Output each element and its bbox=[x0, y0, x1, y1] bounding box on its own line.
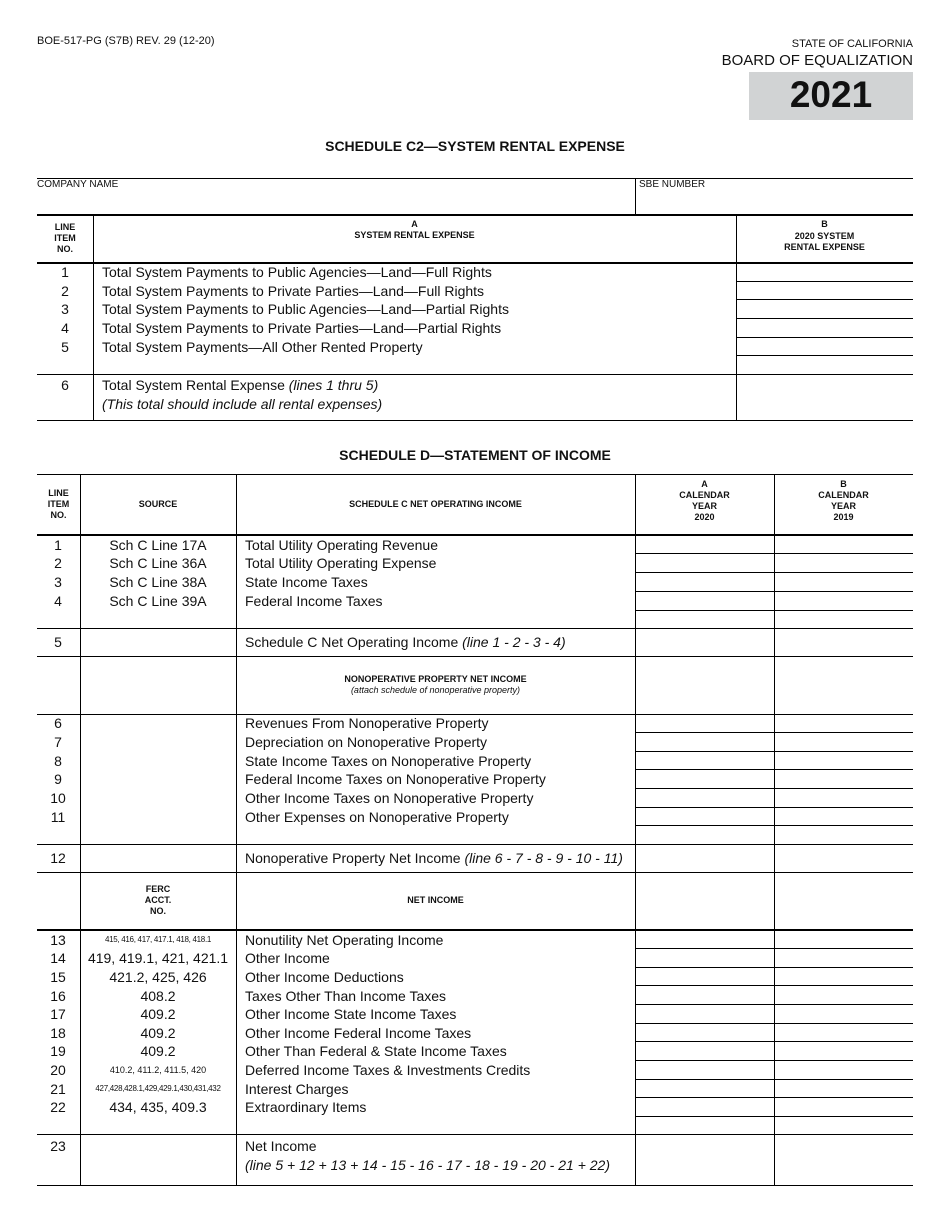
divider bbox=[37, 474, 913, 475]
divider bbox=[37, 844, 913, 845]
divider bbox=[93, 214, 94, 420]
source-cell: 408.2 bbox=[140, 988, 176, 1004]
line-number: 6 bbox=[54, 715, 62, 731]
company-name-field[interactable] bbox=[37, 190, 635, 212]
line-number: 20 bbox=[50, 1062, 66, 1078]
line-5-input-a[interactable] bbox=[636, 630, 773, 655]
d-col-source-header: SOURCE bbox=[138, 499, 178, 509]
line-number: 2 bbox=[54, 555, 62, 571]
company-name-label: COMPANY NAME bbox=[37, 179, 119, 190]
row-description: Total System Payments to Private Parties—Land—Partial Rights bbox=[102, 320, 502, 336]
line-number: 3 bbox=[61, 301, 69, 317]
divider bbox=[37, 872, 913, 873]
row-description: Other Income bbox=[245, 950, 330, 966]
row-description: Nonutility Net Operating Income bbox=[245, 932, 444, 948]
c2-col-b-input[interactable] bbox=[737, 263, 912, 356]
line-number: 9 bbox=[54, 771, 62, 787]
d-col-b-header: B CALENDAR YEAR 2019 bbox=[818, 479, 869, 522]
c2-total-text: Total System Rental Expense bbox=[102, 377, 289, 393]
line-number: 13 bbox=[50, 932, 66, 948]
nonop-subheader: (attach schedule of nonoperative property) bbox=[350, 685, 521, 695]
d-col-a-input-group-3[interactable] bbox=[636, 931, 773, 1117]
line-12-text-italic: (line 6 - 7 - 8 - 9 - 10 - 11) bbox=[464, 850, 623, 866]
line-12-text: Nonoperative Property Net Income bbox=[245, 850, 465, 866]
row-description: Total System Payments to Public Agencies—Land—Full Rights bbox=[102, 264, 492, 280]
d-col-a-header: A CALENDAR YEAR 2020 bbox=[679, 479, 730, 522]
line-number: 2 bbox=[61, 283, 69, 299]
line-12-number: 12 bbox=[50, 850, 66, 866]
line-number: 14 bbox=[50, 950, 66, 966]
line-number: 4 bbox=[54, 593, 62, 609]
sbe-number-label: SBE NUMBER bbox=[639, 179, 706, 190]
line-5-text-italic: (line 1 - 2 - 3 - 4) bbox=[462, 634, 566, 650]
line-number: 7 bbox=[54, 734, 62, 750]
line-number: 4 bbox=[61, 320, 69, 336]
line-number: 21 bbox=[50, 1081, 66, 1097]
row-description: Total Utility Operating Revenue bbox=[245, 537, 438, 553]
line-23-input-b[interactable] bbox=[775, 1136, 912, 1184]
line-number: 22 bbox=[50, 1099, 66, 1115]
line-number: 3 bbox=[54, 574, 62, 590]
d-col-a-input-group-1[interactable] bbox=[636, 536, 773, 611]
divider bbox=[37, 374, 913, 375]
source-cell: 409.2 bbox=[140, 1025, 176, 1041]
d-col-desc-header: SCHEDULE C NET OPERATING INCOME bbox=[349, 499, 522, 509]
source-cell: Sch C Line 36A bbox=[109, 555, 207, 571]
row-description: State Income Taxes on Nonoperative Property bbox=[245, 753, 532, 769]
c2-total-input[interactable] bbox=[737, 376, 912, 418]
row-description: Deferred Income Taxes & Investments Credits bbox=[245, 1062, 531, 1078]
row-description: Total Utility Operating Expense bbox=[245, 555, 437, 571]
row-description: Revenues From Nonoperative Property bbox=[245, 715, 489, 731]
line-12-description bbox=[245, 849, 623, 867]
line-number: 1 bbox=[54, 537, 62, 553]
divider bbox=[37, 1134, 913, 1135]
divider bbox=[635, 178, 636, 214]
line-5-input-b[interactable] bbox=[775, 630, 912, 655]
source-cell: 419, 419.1, 421, 421.1 bbox=[87, 950, 229, 966]
source-cell: 409.2 bbox=[140, 1043, 176, 1059]
line-number: 18 bbox=[50, 1025, 66, 1041]
source-cell: Sch C Line 17A bbox=[109, 537, 207, 553]
year-label: 2021 bbox=[789, 74, 873, 115]
line-number: 11 bbox=[50, 809, 66, 825]
table-top-border bbox=[37, 214, 913, 216]
line-number: 19 bbox=[50, 1043, 66, 1059]
divider bbox=[37, 1185, 913, 1186]
divider bbox=[37, 656, 913, 657]
d-col-line-header: LINE ITEM NO. bbox=[47, 488, 70, 520]
board-label: BOARD OF EQUALIZATION bbox=[721, 52, 913, 69]
c2-col-b-letter: B bbox=[821, 219, 828, 229]
line-number: 15 bbox=[50, 969, 66, 985]
line-23-input-a[interactable] bbox=[636, 1136, 773, 1184]
row-description: Other Income Deductions bbox=[245, 969, 404, 985]
line-number: 16 bbox=[50, 988, 66, 1004]
row-description: Other Than Federal & State Income Taxes bbox=[245, 1043, 507, 1059]
sbe-number-field[interactable] bbox=[639, 190, 913, 212]
line-12-input-a[interactable] bbox=[636, 846, 773, 871]
nonop-header: NONOPERATIVE PROPERTY NET INCOME bbox=[344, 674, 527, 684]
row-description: Other Expenses on Nonoperative Property bbox=[245, 809, 509, 825]
net-income-header: NET INCOME bbox=[407, 895, 464, 905]
line-5-number: 5 bbox=[54, 634, 62, 650]
source-cell: 415, 416, 417, 417.1, 418, 418.1 bbox=[104, 935, 212, 944]
row-description: Extraordinary Items bbox=[245, 1099, 367, 1115]
form-id: BOE-517-PG (S7B) REV. 29 (12-20) bbox=[37, 35, 215, 47]
source-cell: 410.2, 411.2, 411.5, 420 bbox=[109, 1065, 207, 1075]
row-description: Federal Income Taxes on Nonoperative Property bbox=[245, 771, 546, 787]
line-23-formula: (line 5 + 12 + 13 + 14 - 15 - 16 - 17 - 18 - 19 - 20 - 21 + 22) bbox=[245, 1157, 610, 1173]
source-cell: 427,428,428.1,429,429.1,430,431,432 bbox=[95, 1084, 221, 1093]
c2-total-text-italic: (lines 1 thru 5) bbox=[288, 377, 379, 393]
line-number: 1 bbox=[61, 264, 69, 280]
c2-col-b-header: 2020 SYSTEM RENTAL EXPENSE bbox=[784, 231, 865, 252]
schedule-c2-title: SCHEDULE C2—SYSTEM RENTAL EXPENSE bbox=[325, 138, 625, 154]
line-23-description: Net Income bbox=[245, 1138, 317, 1154]
state-label: STATE OF CALIFORNIA bbox=[791, 38, 913, 50]
line-number: 5 bbox=[61, 339, 69, 355]
ferc-header: FERC ACCT. NO. bbox=[144, 884, 172, 916]
row-description: Total System Payments—All Other Rented Property bbox=[102, 339, 423, 355]
divider bbox=[236, 474, 237, 1185]
row-description: Taxes Other Than Income Taxes bbox=[245, 988, 447, 1004]
divider bbox=[37, 420, 913, 421]
source-cell: 409.2 bbox=[140, 1006, 176, 1022]
row-description: Other Income Federal Income Taxes bbox=[245, 1025, 472, 1041]
source-cell: 434, 435, 409.3 bbox=[109, 1099, 207, 1115]
row-description: Total System Payments to Public Agencies—Land—Partial Rights bbox=[102, 301, 509, 317]
divider bbox=[37, 628, 913, 629]
line-5-description bbox=[245, 633, 566, 651]
d-col-b-input-group-3[interactable] bbox=[775, 931, 912, 1117]
source-cell: Sch C Line 39A bbox=[109, 593, 207, 609]
c2-col-a-header: SYSTEM RENTAL EXPENSE bbox=[354, 230, 475, 240]
line-5-text: Schedule C Net Operating Income bbox=[245, 634, 463, 650]
line-23-number: 23 bbox=[50, 1138, 66, 1154]
row-description: Depreciation on Nonoperative Property bbox=[245, 734, 488, 750]
row-description: Total System Payments to Private Parties—Land—Full Rights bbox=[102, 283, 485, 299]
row-description: State Income Taxes bbox=[245, 574, 368, 590]
company-line bbox=[37, 178, 913, 179]
c2-col-line-header: LINE ITEM NO. bbox=[54, 222, 76, 254]
line-12-input-b[interactable] bbox=[775, 846, 912, 871]
c2-total-note: (This total should include all rental expenses) bbox=[102, 396, 383, 412]
row-description: Other Income Taxes on Nonoperative Property bbox=[245, 790, 534, 806]
line-number: 17 bbox=[50, 1006, 66, 1022]
c2-col-a-letter: A bbox=[411, 219, 418, 229]
c2-total-description bbox=[102, 376, 378, 394]
source-cell: Sch C Line 38A bbox=[109, 574, 207, 590]
row-description: Other Income State Income Taxes bbox=[245, 1006, 457, 1022]
line-number: 10 bbox=[50, 790, 66, 806]
d-col-b-input-group-2[interactable] bbox=[775, 715, 912, 826]
row-description: Interest Charges bbox=[245, 1081, 349, 1097]
c2-total-line-number: 6 bbox=[61, 377, 69, 393]
d-col-b-input-group-1[interactable] bbox=[775, 536, 912, 611]
d-col-a-input-group-2[interactable] bbox=[636, 715, 773, 826]
schedule-d-title: SCHEDULE D—STATEMENT OF INCOME bbox=[339, 447, 611, 463]
line-number: 8 bbox=[54, 753, 62, 769]
source-cell: 421.2, 425, 426 bbox=[109, 969, 207, 985]
row-description: Federal Income Taxes bbox=[245, 593, 383, 609]
